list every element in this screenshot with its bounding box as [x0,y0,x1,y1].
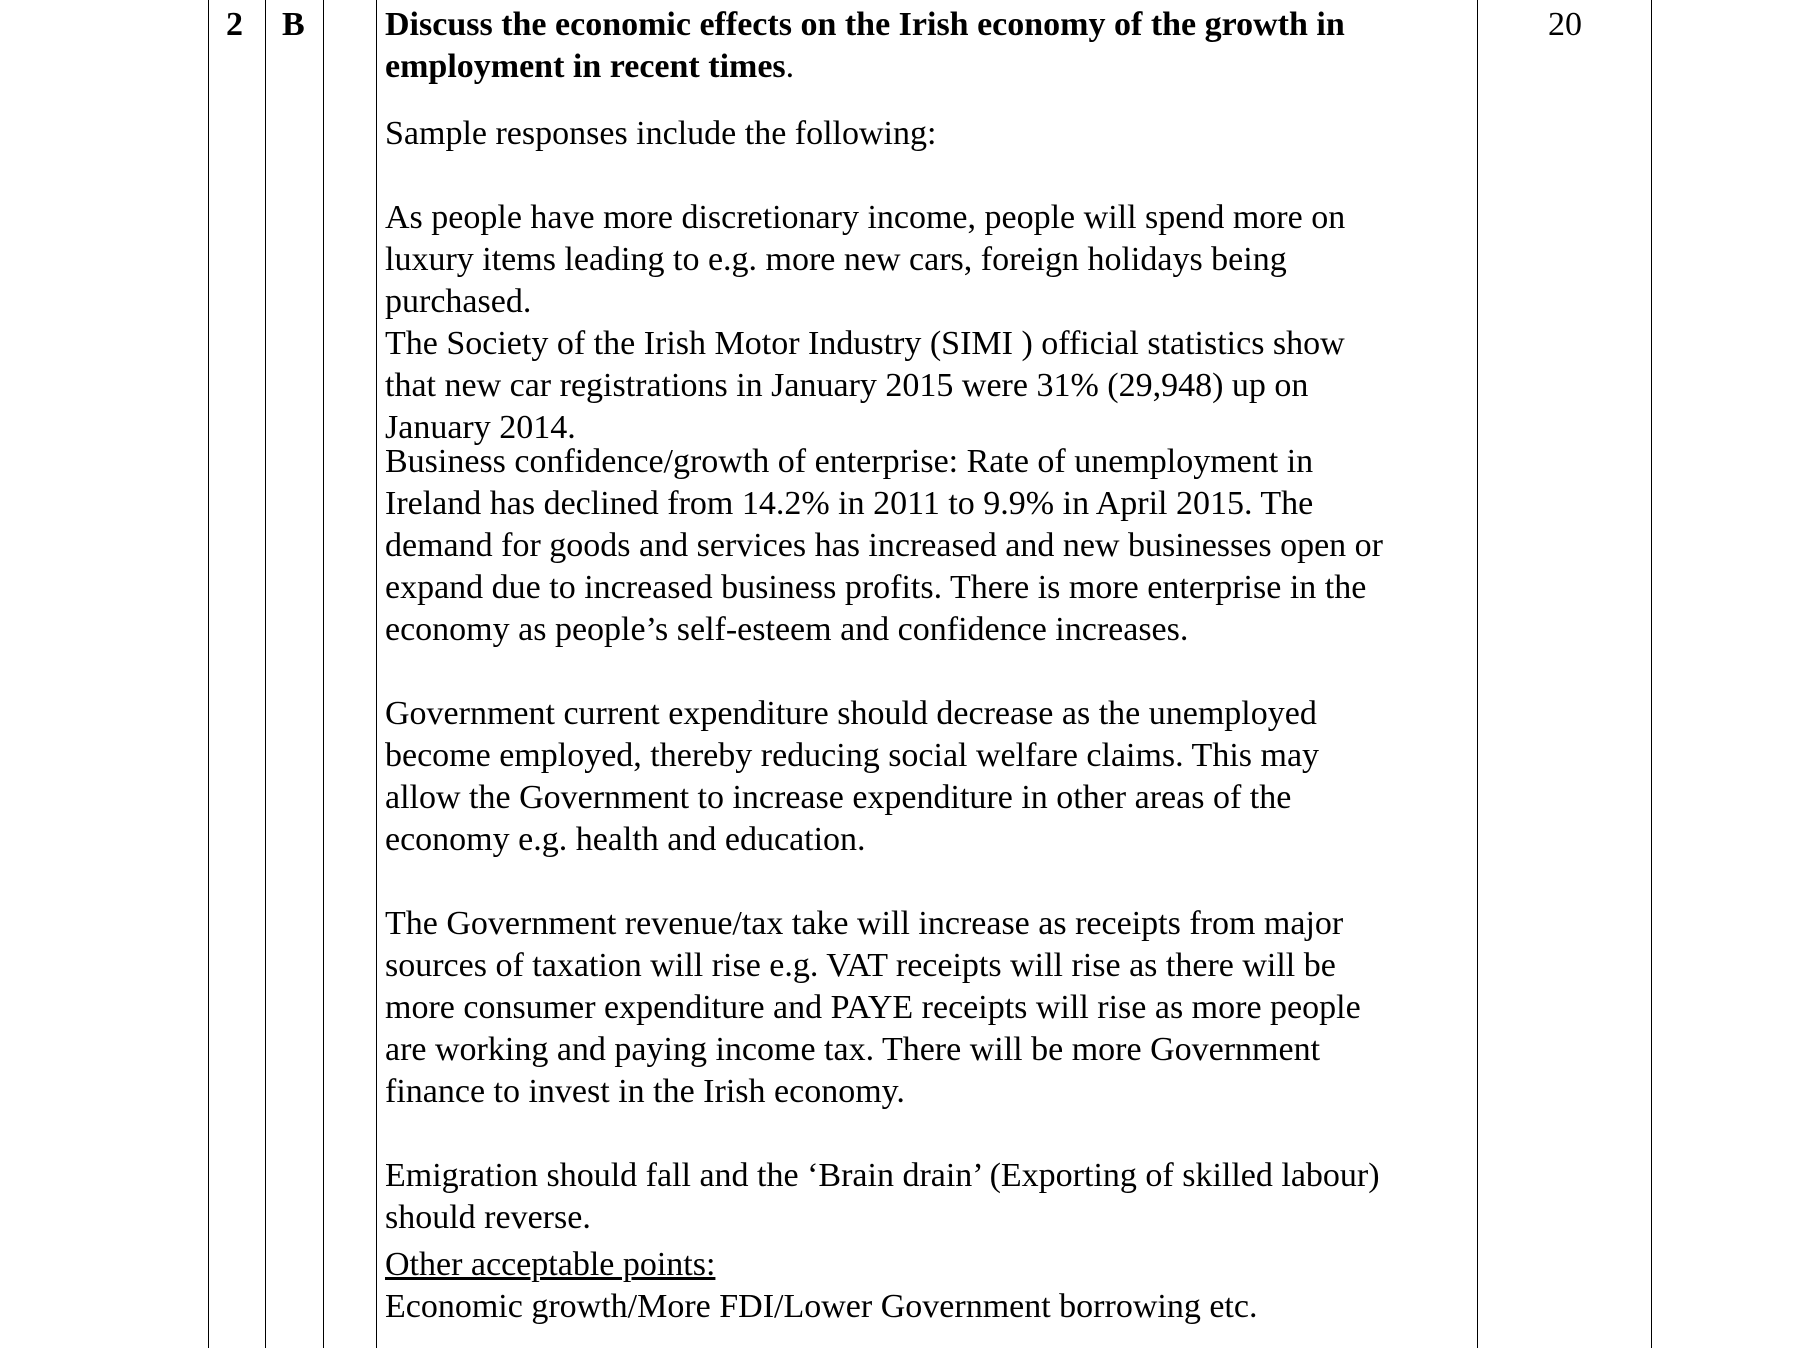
question-text [385,4,1465,88]
other-points-heading: Other acceptable points: [385,1246,716,1283]
sample-intro: Sample responses include the following: [385,115,937,152]
point-government-revenue: The Government revenue/tax take will increase as receipts from major sources of taxation will rise e.g. VAT receipts will rise as there will be more consumer expenditure and PAYE receipts will rise as more people are working and paying income tax. There will be more Government finance to invest in the Irish economy. [385,905,1361,1110]
point-simi-statistics: The Society of the Irish Motor Industry (SIMI ) official statistics show that new car registrations in January 2015 were 31% (29,948) up on January 2014. [385,325,1345,446]
point-emigration: Emigration should fall and the ‘Brain drain’ (Exporting of skilled labour) should reverse. [385,1157,1380,1236]
table-border-right [1651,0,1652,1348]
question-end: . [785,48,795,85]
other-points-text: Economic growth/More FDI/Lower Government borrowing etc. [385,1288,1258,1325]
answer-cell [385,4,1465,1328]
marks-value: 20 [1548,6,1582,43]
table-border-number [265,0,266,1348]
table-border-content-right [1477,0,1478,1348]
point-business-confidence: Business confidence/growth of enterprise: Rate of unemployment in Ireland has declined from 14.2% in 2011 to 9.9% in April 2015. The demand for goods and services has increased and new businesses open or expand due to increased business profits. There is more enterprise in the economy as people’s self-esteem and confidence increases. [385,443,1383,648]
point-government-expenditure: Government current expenditure should decrease as the unemployed become employed, thereby reducing social welfare claims. This may allow the Government to increase expenditure in other areas of the economy e.g. health and education. [385,695,1320,858]
part-letter: B [282,6,305,43]
table-border-content-left [376,0,377,1348]
point-discretionary-income: As people have more discretionary income, people will spend more on luxury items leading to e.g. more new cars, foreign holidays being purchased. [385,199,1346,320]
table-border-letter [323,0,324,1348]
table-border-left [208,0,209,1348]
question-number: 2 [226,6,243,43]
question-body: Discuss the economic effects on the Irish economy of the growth in employment in recent times [385,6,1345,85]
